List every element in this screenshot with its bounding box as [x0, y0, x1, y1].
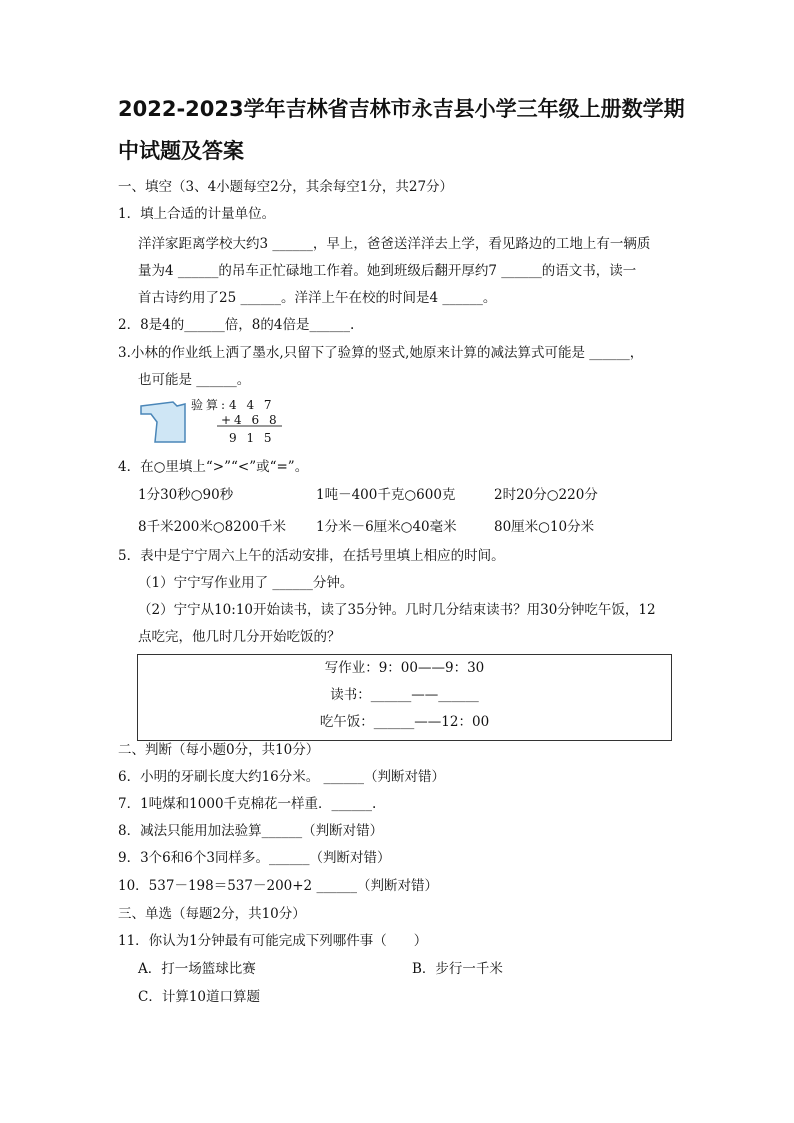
question-4-item-1: 1分30秒○90秒 [138, 487, 234, 503]
question-11-option-a: A．打一场篮球比赛 [138, 961, 256, 977]
section-fill-in-header: 一、填空（3、4小题每空2分，其余每空1分，共27分） [118, 179, 454, 195]
question-1-line-3: 首古诗约用了25 ______。洋洋上午在校的时间是4 ______。 [138, 290, 497, 306]
page-title-line1: 2022-2023学年吉林省吉林市永吉县小学三年级上册数学期 [118, 97, 685, 121]
schedule-row-lunch: 吃午饭：______——12：00 [319, 714, 490, 730]
question-6: 6．小明的牙刷长度大约16分米。 ______（判断对错） [118, 769, 446, 785]
question-4-item-5: 1分米－6厘米○40毫米 [316, 519, 457, 535]
section-multiple-choice-header: 三、单选（每题2分，共10分） [118, 906, 306, 922]
question-1-line-2: 量为4 ______的吊车正忙碌地工作着。她到班级后翻开厚约7 ______的语文书，读一 [138, 263, 637, 279]
section-true-false-header: 二、判断（每小题0分，共10分） [118, 742, 320, 758]
question-7: 7．1吨煤和1000千克棉花一样重．______. [118, 796, 377, 812]
page-title-line2: 中试题及答案 [118, 139, 244, 163]
question-2: 2．8是4的______倍，8的4倍是______. [118, 317, 355, 333]
page-title [118, 94, 688, 166]
question-10: 10．537－198＝537－200+2 ______（判断对错） [118, 878, 438, 894]
question-4-item-6: 80厘米○10分米 [494, 519, 595, 535]
schedule-table [137, 654, 672, 741]
question-4-item-3: 2时20分○220分 [494, 487, 598, 503]
calc-row-1: 4 4 7 [229, 398, 275, 412]
question-11-option-c: C．计算10道口算题 [138, 989, 261, 1005]
schedule-row-reading: 读书：______——______ [330, 687, 479, 703]
calc-row-3: 9 1 5 [229, 431, 275, 445]
question-11-option-b: B．步行一千米 [412, 961, 503, 977]
question-4-item-2: 1吨－400千克○600克 [316, 487, 456, 503]
question-5-title: 5．表中是宁宁周六上午的活动安排，在括号里填上相应的时间。 [118, 548, 505, 564]
schedule-row-homework: 写作业：9：00——9：30 [324, 660, 485, 676]
question-4-title: 4．在○里填上“>”“<”或“=”。 [118, 459, 309, 475]
question-4-item-4: 8千米200米○8200千米 [138, 519, 286, 535]
question-11-title: 11．你认为1分钟最有可能完成下列哪件事（ ） [118, 933, 428, 949]
question-5-sub-2-line-1: （2）宁宁从10:10开始读书，读了35分钟。几时几分结束读书？用30分钟吃午饭，12 [138, 602, 656, 618]
verification-calculation-figure [137, 396, 287, 448]
question-5-sub-2-line-2: 点吃完，他几时几分开始吃饭的？ [138, 629, 341, 645]
calc-row-2: +4 6 8 [221, 413, 280, 427]
question-9: 9．3个6和6个3同样多。______（判断对错） [118, 850, 391, 866]
calc-label: 验算: [191, 398, 229, 412]
question-1-line-1: 洋洋家距离学校大约3 ______，早上，爸爸送洋洋去上学，看见路边的工地上有一辆质 [138, 236, 651, 252]
question-1-title: 1．填上合适的计量单位。 [118, 206, 276, 222]
question-3-line-1: 3.小林的作业纸上洒了墨水,只留下了验算的竖式,她原来计算的减法算式可能是 ______， [118, 345, 644, 361]
question-8: 8．减法只能用加法验算______（判断对错） [118, 823, 384, 839]
question-3-line-2: 也可能是 ______。 [138, 372, 251, 388]
question-5-sub-1: （1）宁宁写作业用了 ______分钟。 [138, 575, 354, 591]
